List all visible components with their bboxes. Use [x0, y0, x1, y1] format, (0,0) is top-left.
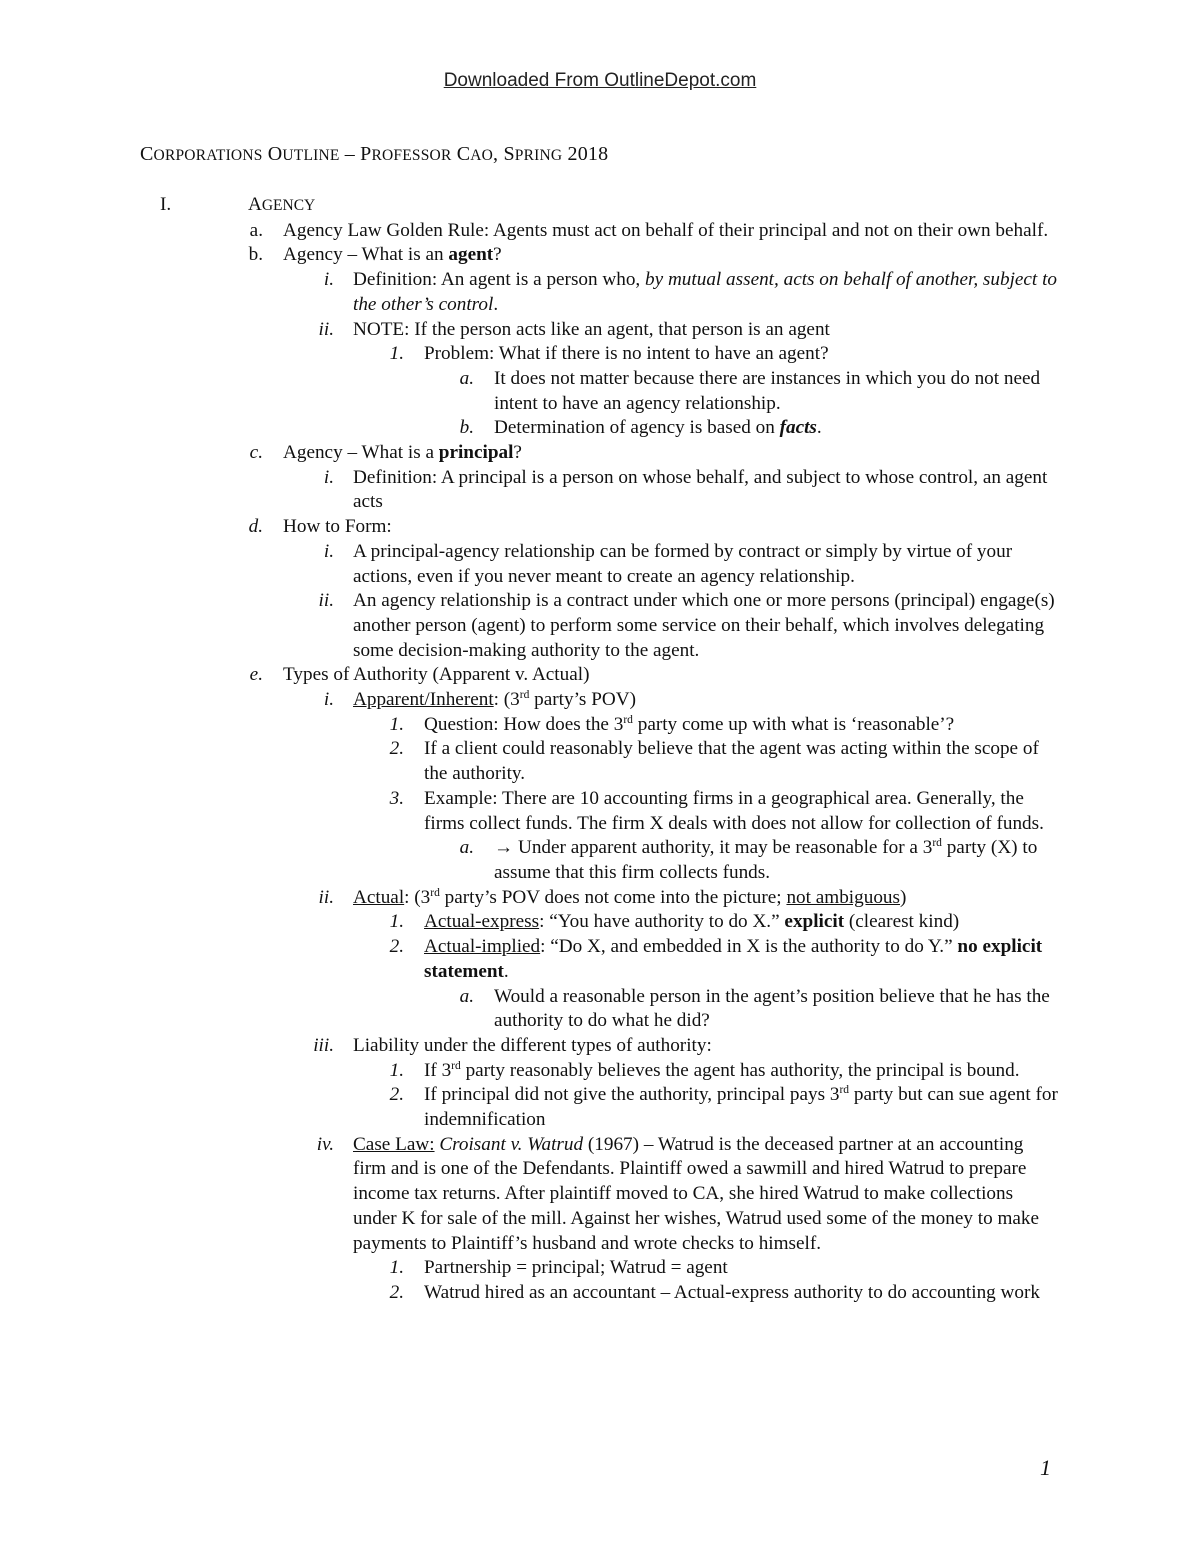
heading-rest: GENCY: [261, 197, 316, 214]
title-letter: C: [140, 143, 154, 165]
marker: b.: [459, 417, 474, 439]
title-letter: S: [503, 143, 515, 165]
text-run: (clearest kind): [844, 911, 960, 933]
item-text: [0, 441, 1200, 466]
italic-run: by mutual assent, acts on behalf of another, subject to the other’s control: [353, 269, 1057, 315]
outline-item-e-iii-1: [0, 1059, 1200, 1084]
text-run: ?: [493, 244, 502, 266]
outline-item-d: [0, 515, 1200, 540]
marker: 1.: [389, 1059, 404, 1081]
outline: [0, 193, 1200, 1306]
title-smallcaps: AO: [470, 147, 494, 164]
marker: i.: [323, 466, 334, 488]
title-smallcaps: ROFESSOR: [371, 147, 452, 164]
superscript: rd: [451, 1059, 461, 1072]
item-text: NOTE: If the person acts like an agent, that person is an agent: [353, 318, 830, 340]
text-run: If principal did not give the authority, principal pays 3: [424, 1084, 840, 1106]
text-run: Agency – What is an: [283, 244, 449, 266]
marker: 2.: [389, 738, 404, 760]
title-dash: –: [344, 143, 355, 165]
item-text: Agency Law Golden Rule: Agents must act on behalf of their principal and not on their own behalf.: [283, 219, 1049, 241]
outline-item-I: [0, 193, 1200, 219]
title-smallcaps: ORPORATIONS: [153, 147, 263, 164]
text-run: (1967) – Watrud is the deceased partner at an accounting firm and is one of the Defendants. Plaintiff owed a sawmill and hired Watrud to prepare income tax returns. After plaintiff moved to CA, she hired Watrud to make collections under K for sale of the mill. Against her wishes, Watrud used some of the money to make payments to Plaintiff’s husband and wrote checks to himself.: [353, 1133, 1040, 1254]
bold-term: agent: [448, 244, 494, 266]
marker: I.: [160, 194, 172, 215]
text-run: Determination of agency is based on: [494, 417, 780, 439]
item-text: Watrud hired as an accountant – Actual-express authority to do accounting work: [424, 1281, 1040, 1303]
item-text: [0, 910, 1200, 935]
outline-item-e: [0, 663, 1200, 688]
item-text: [0, 886, 1200, 911]
title-letter: P: [360, 143, 372, 165]
outline-item-e-ii-1: [0, 910, 1200, 935]
marker: 1.: [389, 911, 404, 933]
marker: iv.: [316, 1133, 334, 1155]
item-text: [0, 1083, 1200, 1132]
item-text: [0, 416, 1200, 441]
outline-item-e-i-3-a: [0, 836, 1200, 885]
item-text: Problem: What if there is no intent to have an agent?: [424, 343, 829, 365]
item-text: How to Form:: [283, 516, 392, 538]
underlined-term: Case Law:: [353, 1133, 435, 1155]
marker: a.: [459, 367, 474, 389]
text-run: Question: How does the 3: [424, 713, 624, 735]
text-run: party’s POV does not come into the picture;: [439, 886, 787, 908]
item-text: Would a reasonable person in the agent’s position believe that he has the authority to do what he did?: [494, 985, 1050, 1032]
text-run: party’s POV): [529, 689, 636, 711]
outline-item-c: [0, 441, 1200, 466]
item-text: It does not matter because there are instances in which you do not need intent to have an agency relationship.: [494, 367, 1041, 414]
item-text: An agency relationship is a contract under which one or more persons (principal) engage(s) another person (agent) to perform some service on their behalf, which involves delegating some decision-making authority to the agent.: [353, 590, 1055, 661]
text-run: Under apparent authority, it may be reasonable for a 3: [513, 837, 933, 859]
outline-item-d-i: [0, 540, 1200, 589]
text-run: party (X) to assume that this firm collects funds.: [494, 837, 1038, 883]
outline-item-e-iii: [0, 1034, 1200, 1059]
text-run: : “You have authority to do X.”: [539, 911, 785, 933]
bold-term: principal: [438, 442, 514, 464]
title-letter: C: [456, 143, 471, 165]
text-run: : “Do X, and embedded in X is the authority to do Y.”: [540, 936, 958, 958]
text-run: : (3: [404, 886, 431, 908]
marker: i.: [323, 269, 334, 291]
outline-item-e-ii: [0, 886, 1200, 911]
marker: a.: [459, 985, 474, 1007]
text-run: ?: [513, 442, 522, 464]
outline-item-b-ii-1-a: [0, 367, 1200, 416]
outline-item-e-i-1: [0, 713, 1200, 738]
outline-item-b-i: [0, 268, 1200, 317]
source-link[interactable]: Downloaded From OutlineDepot.com: [443, 70, 757, 91]
underlined-term: Apparent/Inherent: [353, 689, 494, 711]
marker: 2.: [389, 1084, 404, 1106]
underlined-term: Actual-express: [424, 911, 540, 933]
document-title: CORPORATIONS OUTLINE – PROFESSOR CAO, SPRING 2018: [140, 143, 609, 165]
outline-item-e-iii-2: [0, 1083, 1200, 1132]
marker: iii.: [313, 1034, 334, 1056]
item-text: [0, 268, 1200, 317]
item-text: If a client could reasonably believe that the agent was acting within the scope of the authority.: [424, 738, 1039, 785]
marker: d.: [248, 516, 263, 538]
marker: a.: [249, 219, 263, 241]
text-run: ): [899, 886, 907, 908]
bold-italic-term: facts: [779, 417, 817, 439]
outline-item-e-i-2: [0, 737, 1200, 786]
outline-item-e-iv-2: [0, 1281, 1200, 1306]
text-run: .: [503, 960, 509, 982]
outline-item-a: [0, 219, 1200, 244]
superscript: rd: [430, 886, 440, 899]
outline-item-d-ii: [0, 589, 1200, 663]
text-run: Definition: An agent is a person who,: [353, 269, 646, 291]
outline-item-b-ii-1: [0, 342, 1200, 367]
marker: ii.: [318, 590, 334, 612]
underlined-term: Actual-implied: [424, 936, 541, 958]
text-run: : (3: [493, 689, 520, 711]
superscript: rd: [519, 689, 530, 702]
item-text: Example: There are 10 accounting firms in a geographical area. Generally, the firms collect funds. The firm X deals with does not allow for collection of funds.: [424, 787, 1044, 834]
outline-item-b-ii: [0, 318, 1200, 343]
text-run: Agency – What is a: [283, 442, 439, 464]
case-name: Croisant v. Watrud: [439, 1133, 584, 1155]
item-text: [0, 1059, 1200, 1084]
outline-item-c-i: [0, 466, 1200, 515]
marker: 1.: [389, 343, 404, 365]
marker: 1.: [389, 1257, 404, 1279]
heading-cap: A: [248, 194, 262, 215]
item-text: A principal-agency relationship can be formed by contract or simply by virtue of your actions, even if you never meant to create an agency relationship.: [353, 540, 1013, 587]
title-letter: O: [267, 143, 283, 165]
outline-item-e-ii-2: [0, 935, 1200, 984]
outline-item-b-ii-1-b: [0, 416, 1200, 441]
title-smallcaps: PRING: [514, 147, 563, 164]
item-text: Liability under the different types of authority:: [353, 1034, 712, 1056]
text-run: .: [816, 417, 822, 439]
outline-item-e-i: [0, 688, 1200, 713]
item-text: [0, 1133, 1200, 1257]
bold-term: no explicit statement: [424, 936, 1043, 982]
superscript: rd: [932, 837, 942, 850]
outline-item-e-i-3: [0, 787, 1200, 836]
item-text: [0, 713, 1200, 738]
bold-term: explicit: [784, 911, 845, 933]
item-text: Types of Authority (Apparent v. Actual): [283, 664, 590, 686]
marker: ii.: [318, 318, 334, 340]
text-run: .: [493, 293, 499, 315]
marker: 3.: [389, 787, 404, 809]
item-text: Partnership = principal; Watrud = agent: [424, 1257, 728, 1279]
text-run: If 3: [424, 1059, 452, 1081]
marker: 1.: [389, 713, 404, 735]
outline-item-e-ii-2-a: [0, 985, 1200, 1034]
text-run: party come up with what is ‘reasonable’?: [632, 713, 955, 735]
underlined-term: Actual: [353, 886, 405, 908]
outline-item-e-iv-1: [0, 1256, 1200, 1281]
item-text: [0, 935, 1200, 984]
arrow-right-icon: →: [494, 837, 514, 859]
marker: e.: [249, 664, 263, 686]
marker: i.: [323, 689, 334, 711]
marker: 2.: [389, 936, 404, 958]
text-run: party but can sue agent for indemnification: [424, 1084, 1058, 1131]
title-year: 2018: [567, 143, 609, 165]
superscript: rd: [839, 1084, 850, 1097]
item-text: [0, 688, 1200, 713]
marker: a.: [459, 837, 474, 859]
marker: 2.: [389, 1281, 404, 1303]
item-text: [0, 243, 1200, 268]
item-text: Definition: A principal is a person on whose behalf, and subject to whose control, an agent acts: [353, 466, 1048, 513]
page-number: 1: [1040, 1455, 1051, 1480]
underlined-term: not ambiguous: [786, 886, 900, 908]
marker: i.: [323, 540, 334, 562]
text-run: party reasonably believes the agent has authority, the principal is bound.: [460, 1059, 1020, 1081]
marker: c.: [249, 442, 263, 464]
item-text: [0, 836, 1200, 885]
superscript: rd: [623, 713, 633, 726]
title-smallcaps: UTLINE: [282, 147, 340, 164]
marker: ii.: [318, 886, 334, 908]
marker: b.: [248, 244, 263, 266]
outline-item-b: [0, 243, 1200, 268]
outline-item-e-iv: [0, 1133, 1200, 1257]
